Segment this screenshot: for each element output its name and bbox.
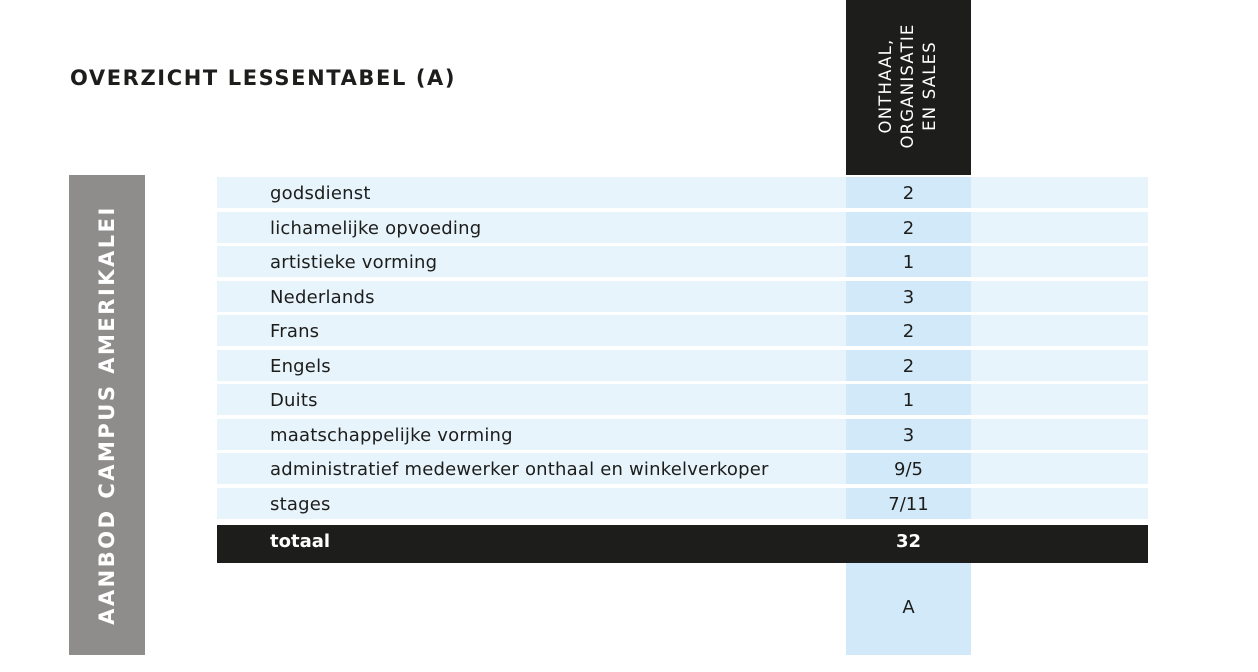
- table-row: [217, 315, 1148, 346]
- table-row: [217, 453, 1148, 484]
- total-label: totaal: [270, 531, 331, 552]
- subject-cell: godsdienst: [270, 183, 371, 204]
- column-code: A: [902, 597, 915, 618]
- hours-cell: 2: [846, 212, 971, 243]
- table-row: [217, 419, 1148, 450]
- lesson-table: [217, 177, 1148, 522]
- table-row: [217, 488, 1148, 519]
- subject-cell: stages: [270, 493, 331, 515]
- table-row: [217, 384, 1148, 415]
- subject-cell: Nederlands: [270, 286, 375, 308]
- hours-cell: 1: [846, 246, 971, 277]
- subject-cell: administratief medewerker onthaal en winkelverkoper: [270, 459, 769, 480]
- hours-cell: 2: [846, 350, 971, 381]
- table-row: [217, 212, 1148, 243]
- hours-cell: 2: [846, 177, 971, 208]
- subject-cell: lichamelijke opvoeding: [270, 217, 482, 239]
- column-header-line: ORGANISATIE: [898, 23, 917, 149]
- table-row: [217, 246, 1148, 277]
- subject-cell: Duits: [270, 390, 318, 411]
- total-row: [217, 525, 1148, 563]
- hours-cell: 2: [846, 315, 971, 346]
- hours-cell: 1: [846, 384, 971, 415]
- table-row: [217, 177, 1148, 208]
- table-row: [217, 281, 1148, 312]
- table-row: [217, 350, 1148, 381]
- column-header-line: ONTHAAL,: [876, 38, 895, 134]
- hours-cell: 3: [846, 281, 971, 312]
- side-label: AANBOD CAMPUS AMERIKALEI: [95, 205, 119, 625]
- column-header-line: EN SALES: [920, 41, 939, 131]
- subject-cell: maatschappelijke vorming: [270, 424, 513, 446]
- hours-cell: 3: [846, 419, 971, 450]
- total-hours: 32: [895, 531, 922, 552]
- hours-cell: 7/11: [846, 488, 971, 519]
- hours-cell: 9/5: [846, 453, 971, 484]
- page-title: OVERZICHT LESSENTABEL (A): [70, 66, 457, 90]
- subject-cell: Engels: [270, 355, 331, 377]
- column-header: [846, 0, 971, 175]
- column-header-text: [875, 23, 941, 148]
- subject-cell: Frans: [270, 321, 320, 342]
- subject-cell: artistieke vorming: [270, 252, 438, 273]
